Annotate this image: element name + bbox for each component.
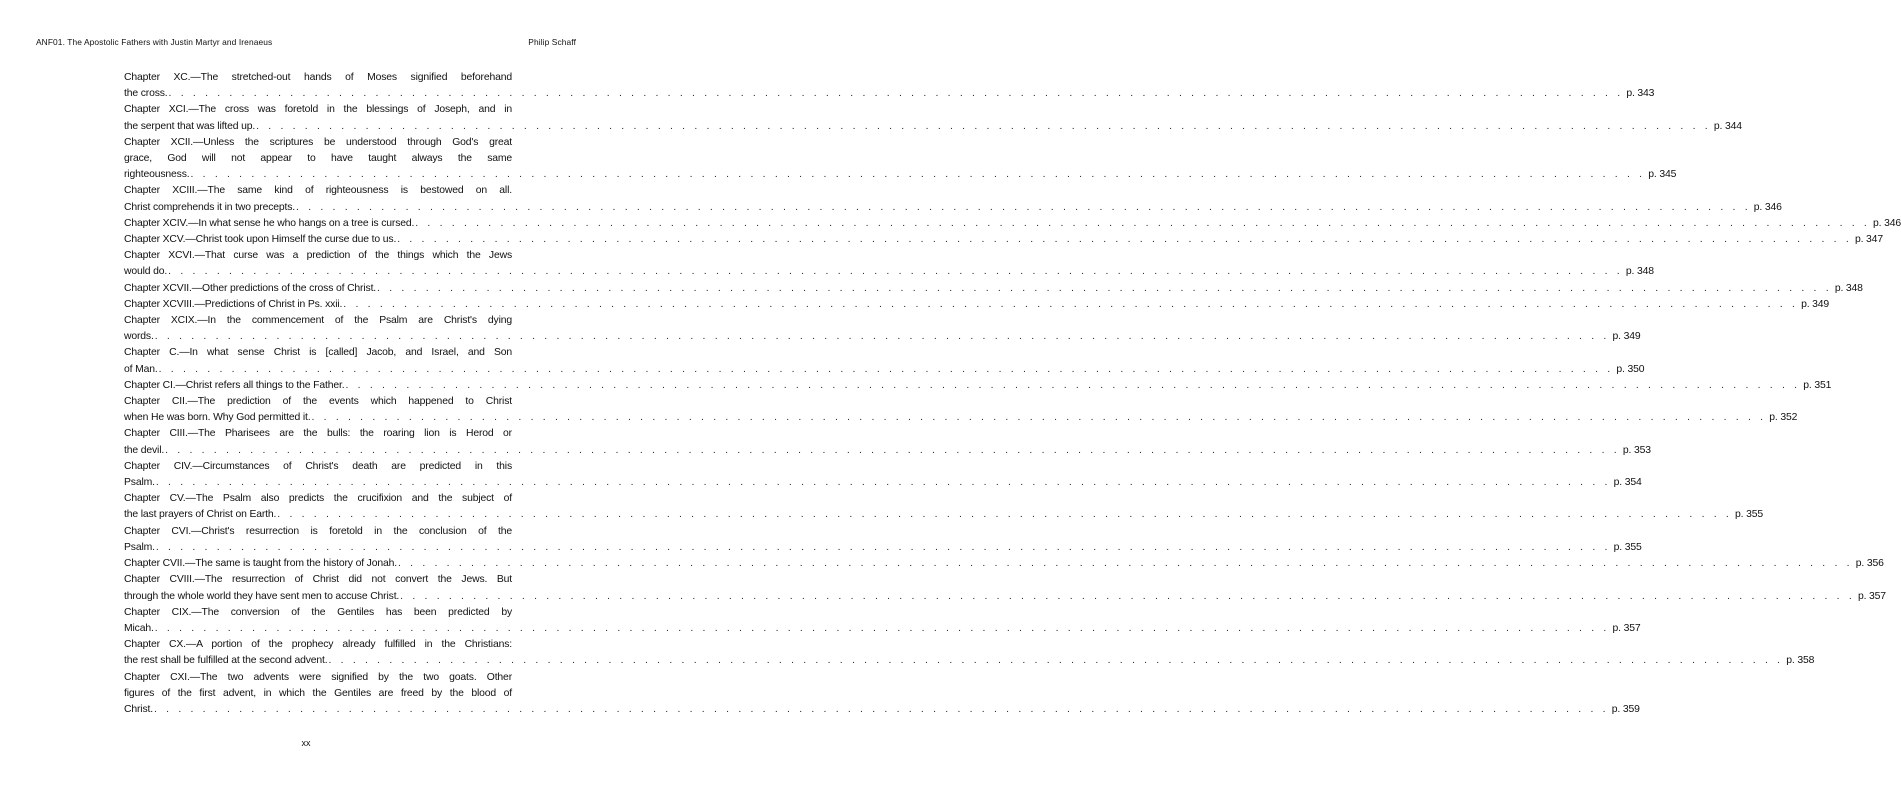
toc-entry-title: of Man. — [124, 363, 158, 375]
dot-leader: . . . . . . . . . . . . . . . . . . . . . . . . . . . . . . . . . . . . . . . . . . . . . . . . . . . . . . . . . . . . . . . . . . . . . . . . . . . . . . . . . . . . . . . . . . . . . . . . . . . . . . . . . . . . . . . . . . . . . . . . — [155, 477, 1611, 489]
toc-page-reference: p. 354 — [1613, 477, 1642, 489]
toc-entry-title: the last prayers of Christ on Earth. — [124, 509, 277, 521]
toc-entry[interactable] — [124, 248, 1654, 280]
dot-leader: . . . . . . . . . . . . . . . . . . . . . . . . . . . . . . . . . . . . . . . . . . . . . . . . . . . . . . . . . . . . . . . . . . . . . . . . . . . . . . . . . . . . . . . . . . . . . . . . . . . . . . . . . . . . . . . . . . . . . . . . — [154, 622, 1610, 634]
dot-leader: . . . . . . . . . . . . . . . . . . . . . . . . . . . . . . . . . . . . . . . . . . . . . . . . . . . . . . . . . . . . . . . . . . . . . . . . . . . . . . . . . . . . . . . . . . . . . . . . . . . . . . . . . . . . . . . . . . . . . . . . — [153, 703, 1609, 715]
toc-entry[interactable] — [124, 605, 1641, 637]
dot-leader: . . . . . . . . . . . . . . . . . . . . . . . . . . . . . . . . . . . . . . . . . . . . . . . . . . . . . . . . . . . . . . . . . . . . . . . . . . . . . . . . . . . . . . . . . . . . . . . . . . . . . . . . . . . . . . . . . . . . . . . . — [168, 88, 1624, 100]
toc-entry-last-line — [124, 443, 1651, 459]
dot-leader: . . . . . . . . . . . . . . . . . . . . . . . . . . . . . . . . . . . . . . . . . . . . . . . . . . . . . . . . . . . . . . . . . . . . . . . . . . . . . . . . . . . . . . . . . . . . . . . . . . . . . . . . . . . . . . . . . . . . . . . . — [190, 169, 1646, 181]
toc-entry-title: Chapter XCVIII.—Predictions of Christ in Ps. xxii. — [124, 298, 343, 310]
toc-page-reference: p. 353 — [1622, 444, 1651, 456]
dot-leader: . . . . . . . . . . . . . . . . . . . . . . . . . . . . . . . . . . . . . . . . . . . . . . . . . . . . . . . . . . . . . . . . . . . . . . . . . . . . . . . . . . . . . . . . . . . . . . . . . . . . . . . . . . . . . . . . . . . . . . . . — [155, 541, 1611, 553]
header-editor: Philip Schaff — [528, 37, 576, 47]
toc-entry-title: righteousness. — [124, 169, 190, 181]
dot-leader: . . . . . . . . . . . . . . . . . . . . . . . . . . . . . . . . . . . . . . . . . . . . . . . . . . . . . . . . . . . . . . . . . . . . . . . . . . . . . . . . . . . . . . . . . . . . . . . . . . . . . . . . . . . . . . . . . . . . . . . . — [328, 655, 1784, 667]
dot-leader: . . . . . . . . . . . . . . . . . . . . . . . . . . . . . . . . . . . . . . . . . . . . . . . . . . . . . . . . . . . . . . . . . . . . . . . . . . . . . . . . . . . . . . . . . . . . . . . . . . . . . . . . . . . . . . . . . . . . . . . . — [377, 282, 1832, 294]
toc-entry[interactable] — [124, 297, 1830, 313]
toc-entry[interactable] — [124, 491, 1764, 523]
dot-leader: . . . . . . . . . . . . . . . . . . . . . . . . . . . . . . . . . . . . . . . . . . . . . . . . . . . . . . . . . . . . . . . . . . . . . . . . . . . . . . . . . . . . . . . . . . . . . . . . . . . . . . . . . . . . . . . . . . . . . . . . — [154, 331, 1610, 343]
toc-entry-last-line — [124, 216, 1901, 232]
toc-entry-line: Chapter CVIII.—The resurrection of Christ did not convert the Jews. But — [124, 574, 512, 586]
toc-entry-title: would do. — [124, 266, 168, 278]
toc-page-reference: p. 343 — [1626, 88, 1655, 100]
toc-entry-line: Chapter CV.—The Psalm also predicts the crucifixion and the subject of — [124, 493, 512, 505]
dot-leader: . . . . . . . . . . . . . . . . . . . . . . . . . . . . . . . . . . . . . . . . . . . . . . . . . . . . . . . . . . . . . . . . . . . . . . . . . . . . . . . . . . . . . . . . . . . . . . . . . . . . . . . . . . . . . . . . . . . . . . . . — [277, 509, 1733, 521]
toc-entry[interactable] — [124, 70, 1655, 102]
toc-entry-line: Chapter CIV.—Circumstances of Christ's death are predicted in this — [124, 460, 512, 472]
toc-page-reference: p. 357 — [1612, 622, 1641, 634]
toc-entry-title: the rest shall be fulfilled at the second advent. — [124, 655, 328, 667]
table-of-contents — [124, 70, 1901, 718]
dot-leader: . . . . . . . . . . . . . . . . . . . . . . . . . . . . . . . . . . . . . . . . . . . . . . . . . . . . . . . . . . . . . . . . . . . . . . . . . . . . . . . . . . . . . . . . . . . . . . . . . . . . . . . . . . . . . . . . . . . . . . . . — [400, 590, 1855, 602]
toc-page-reference: p. 355 — [1735, 509, 1764, 521]
toc-entry-title: Micah. — [124, 622, 154, 634]
toc-entry[interactable] — [124, 637, 1815, 669]
toc-entry[interactable] — [124, 216, 1901, 232]
toc-entry-title: words. — [124, 331, 154, 343]
toc-entry-last-line — [124, 540, 1642, 556]
toc-entry-line: Chapter CIII.—The Pharisees are the bulls: the roaring lion is Herod or — [124, 428, 512, 440]
toc-entry-title: the serpent that was lifted up. — [124, 120, 256, 132]
toc-page-reference: p. 356 — [1855, 558, 1884, 570]
toc-entry-last-line — [124, 297, 1830, 313]
toc-entry-line: Chapter XCII.—Unless the scriptures be understood through God's great — [124, 136, 512, 148]
dot-leader: . . . . . . . . . . . . . . . . . . . . . . . . . . . . . . . . . . . . . . . . . . . . . . . . . . . . . . . . . . . . . . . . . . . . . . . . . . . . . . . . . . . . . . . . . . . . . . . . . . . . . . . . . . . . . . . . . . . . . . . . — [397, 558, 1853, 570]
toc-entry[interactable] — [124, 572, 1886, 604]
toc-entry[interactable] — [124, 183, 1782, 215]
toc-entry-line: Chapter CX.—A portion of the prophecy already fulfilled in the Christians: — [124, 639, 512, 651]
toc-entry-title: Chapter CI.—Christ refers all things to the Father. — [124, 379, 345, 391]
toc-entry-title: Chapter CVII.—The same is taught from the history of Jonah. — [124, 558, 397, 570]
toc-page-reference: p. 349 — [1801, 298, 1830, 310]
toc-page-reference: p. 355 — [1613, 541, 1642, 553]
toc-page-reference: p. 358 — [1786, 655, 1815, 667]
toc-page-reference: p. 348 — [1834, 282, 1863, 294]
toc-entry-title: Christ. — [124, 703, 153, 715]
toc-entry[interactable] — [124, 394, 1798, 426]
toc-entry[interactable] — [124, 459, 1642, 491]
dot-leader: . . . . . . . . . . . . . . . . . . . . . . . . . . . . . . . . . . . . . . . . . . . . . . . . . . . . . . . . . . . . . . . . . . . . . . . . . . . . . . . . . . . . . . . . . . . . . . . . . . . . . . . . . . . . . . . . . . . . . . . . — [158, 363, 1614, 375]
toc-entry-line: Chapter C.—In what sense Christ is [called] Jacob, and Israel, and Son — [124, 347, 512, 359]
toc-entry[interactable] — [124, 281, 1863, 297]
header-book-title: ANF01. The Apostolic Fathers with Justin Martyr and Irenaeus — [36, 37, 273, 47]
toc-entry-last-line — [124, 475, 1642, 491]
dot-leader: . . . . . . . . . . . . . . . . . . . . . . . . . . . . . . . . . . . . . . . . . . . . . . . . . . . . . . . . . . . . . . . . . . . . . . . . . . . . . . . . . . . . . . . . . . . . . . . . . . . . . . . . . . . . . . . . . . . . . . . . — [415, 217, 1871, 229]
toc-entry-title: Psalm. — [124, 541, 155, 553]
toc-entry[interactable] — [124, 524, 1642, 556]
page-number: xx — [301, 738, 311, 748]
toc-entry[interactable] — [124, 670, 1640, 719]
toc-entry-last-line — [124, 653, 1815, 669]
toc-entry-title: Christ comprehends it in two precepts. — [124, 201, 296, 213]
toc-entry-last-line — [124, 200, 1782, 216]
toc-entry[interactable] — [124, 426, 1651, 458]
toc-entry-line: Chapter CIX.—The conversion of the Gentiles has been predicted by — [124, 606, 512, 618]
toc-entry-line: Chapter XCI.—The cross was foretold in the blessings of Joseph, and in — [124, 104, 512, 116]
toc-entry-title: through the whole world they have sent men to accuse Christ. — [124, 590, 400, 602]
toc-page-reference: p. 344 — [1713, 120, 1742, 132]
toc-page-reference: p. 359 — [1611, 703, 1640, 715]
toc-entry-line: figures of the first advent, in which the Gentiles are freed by the blood of — [124, 687, 512, 699]
toc-entry-last-line — [124, 507, 1764, 523]
toc-page-reference: p. 345 — [1648, 169, 1677, 181]
toc-entry-title: when He was born. Why God permitted it. — [124, 412, 311, 424]
toc-entry-line: Chapter XC.—The stretched-out hands of Moses signified beforehand — [124, 72, 512, 83]
toc-entry-last-line — [124, 329, 1641, 345]
toc-page-reference: p. 346 — [1873, 217, 1901, 229]
dot-leader: . . . . . . . . . . . . . . . . . . . . . . . . . . . . . . . . . . . . . . . . . . . . . . . . . . . . . . . . . . . . . . . . . . . . . . . . . . . . . . . . . . . . . . . . . . . . . . . . . . . . . . . . . . . . . . . . . . . . . . . . — [296, 201, 1751, 213]
toc-page-reference: p. 352 — [1769, 412, 1798, 424]
toc-entry-title: the cross. — [124, 88, 168, 100]
toc-entry[interactable] — [124, 313, 1641, 345]
toc-entry-last-line — [124, 264, 1654, 280]
toc-page-reference: p. 347 — [1854, 234, 1883, 246]
toc-page-reference: p. 351 — [1803, 379, 1832, 391]
toc-entry-last-line — [124, 232, 1883, 248]
toc-entry-last-line — [124, 378, 1832, 394]
toc-entry-title: Chapter XCIV.—In what sense he who hangs on a tree is cursed. — [124, 217, 415, 229]
toc-entry-line: Chapter XCIX.—In the commencement of the Psalm are Christ's dying — [124, 315, 512, 327]
toc-entry-line: Chapter CII.—The prediction of the events which happened to Christ — [124, 396, 512, 408]
toc-page-reference: p. 350 — [1616, 363, 1645, 375]
toc-entry[interactable] — [124, 232, 1883, 248]
toc-entry-last-line — [124, 362, 1645, 378]
toc-entry[interactable] — [124, 102, 1742, 134]
dot-leader: . . . . . . . . . . . . . . . . . . . . . . . . . . . . . . . . . . . . . . . . . . . . . . . . . . . . . . . . . . . . . . . . . . . . . . . . . . . . . . . . . . . . . . . . . . . . . . . . . . . . . . . . . . . . . . . . . . . . . . . . — [165, 444, 1620, 456]
toc-page-reference: p. 348 — [1625, 266, 1654, 278]
toc-entry-last-line — [124, 621, 1641, 637]
toc-entry[interactable] — [124, 345, 1645, 377]
toc-entry-line: Chapter CXI.—The two advents were signified by the two goats. Other — [124, 671, 512, 683]
toc-entry-line: Chapter CVI.—Christ's resurrection is foretold in the conclusion of the — [124, 525, 512, 537]
toc-entry[interactable] — [124, 378, 1832, 394]
toc-page-reference: p. 346 — [1753, 201, 1782, 213]
toc-entry-title: Psalm. — [124, 477, 155, 489]
dot-leader: . . . . . . . . . . . . . . . . . . . . . . . . . . . . . . . . . . . . . . . . . . . . . . . . . . . . . . . . . . . . . . . . . . . . . . . . . . . . . . . . . . . . . . . . . . . . . . . . . . . . . . . . . . . . . . . . . . . . . . . . — [256, 120, 1711, 132]
toc-entry[interactable] — [124, 135, 1677, 184]
toc-entry-last-line — [124, 119, 1742, 135]
dot-leader: . . . . . . . . . . . . . . . . . . . . . . . . . . . . . . . . . . . . . . . . . . . . . . . . . . . . . . . . . . . . . . . . . . . . . . . . . . . . . . . . . . . . . . . . . . . . . . . . . . . . . . . . . . . . . . . . . . . . . . . . — [397, 234, 1852, 246]
toc-page-reference: p. 357 — [1857, 590, 1886, 602]
toc-entry-last-line — [124, 589, 1886, 605]
toc-entry-last-line — [124, 410, 1798, 426]
toc-entry-title: Chapter XCVII.—Other predictions of the cross of Christ. — [124, 282, 377, 294]
toc-entry-line: Chapter XCIII.—The same kind of righteousness is bestowed on all. — [124, 185, 512, 197]
toc-entry-last-line — [124, 702, 1640, 718]
dot-leader: . . . . . . . . . . . . . . . . . . . . . . . . . . . . . . . . . . . . . . . . . . . . . . . . . . . . . . . . . . . . . . . . . . . . . . . . . . . . . . . . . . . . . . . . . . . . . . . . . . . . . . . . . . . . . . . . . . . . . . . . — [343, 298, 1799, 310]
dot-leader: . . . . . . . . . . . . . . . . . . . . . . . . . . . . . . . . . . . . . . . . . . . . . . . . . . . . . . . . . . . . . . . . . . . . . . . . . . . . . . . . . . . . . . . . . . . . . . . . . . . . . . . . . . . . . . . . . . . . . . . . — [345, 379, 1801, 391]
toc-entry-last-line — [124, 281, 1863, 297]
toc-entry-title: Chapter XCV.—Christ took upon Himself the curse due to us. — [124, 234, 397, 246]
toc-entry-last-line — [124, 86, 1655, 102]
toc-entry-line: Chapter XCVI.—That curse was a prediction of the things which the Jews — [124, 250, 512, 262]
dot-leader: . . . . . . . . . . . . . . . . . . . . . . . . . . . . . . . . . . . . . . . . . . . . . . . . . . . . . . . . . . . . . . . . . . . . . . . . . . . . . . . . . . . . . . . . . . . . . . . . . . . . . . . . . . . . . . . . . . . . . . . . — [168, 266, 1623, 278]
toc-entry-line: grace, God will not appear to have taught always the same — [124, 153, 512, 165]
dot-leader: . . . . . . . . . . . . . . . . . . . . . . . . . . . . . . . . . . . . . . . . . . . . . . . . . . . . . . . . . . . . . . . . . . . . . . . . . . . . . . . . . . . . . . . . . . . . . . . . . . . . . . . . . . . . . . . . . . . . . . . . — [311, 412, 1767, 424]
toc-entry-last-line — [124, 167, 1677, 183]
toc-entry[interactable] — [124, 556, 1884, 572]
toc-entry-title: the devil. — [124, 444, 165, 456]
toc-page-reference: p. 349 — [1612, 331, 1641, 343]
toc-entry-last-line — [124, 556, 1884, 572]
